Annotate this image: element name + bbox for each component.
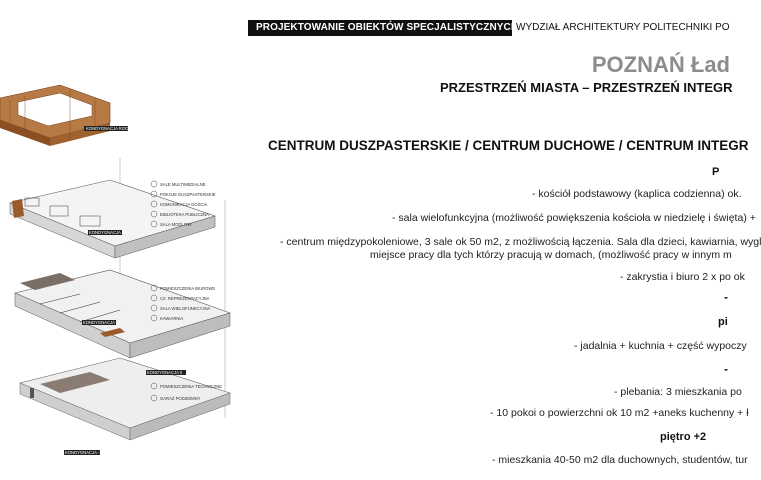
label-l0: KONDYGNACJA 0	[147, 370, 183, 375]
level-0	[15, 270, 230, 358]
legend-item: KOMUNIKACJA GOŚCIA	[160, 202, 208, 207]
axonometric-diagram	[0, 88, 262, 480]
program-line: - sala wielofunkcyjna (możliwość powiększenia kościoła w niedzielę i święta) +	[392, 212, 756, 224]
course-title: PROJEKTOWANIE OBIEKTÓW SPECJALISTYCZNYCH	[248, 20, 512, 36]
legend-item: POMIESZCZENIA BIUROWE	[160, 286, 216, 291]
legend-item: SALE MULTIMEDIALNE	[160, 182, 206, 187]
subtitle: PRZESTRZEŃ MIASTA – PRZESTRZEŃ INTEGR	[440, 80, 733, 95]
label-roof: KONDYGNACJA ROOFTOP	[86, 126, 140, 131]
program-line: - plebania: 3 mieszkania po	[614, 386, 742, 398]
main-title: CENTRUM DUSZPASTERSKIE / CENTRUM DUCHOWE / CENTRUM INTEGR	[268, 138, 749, 153]
roof-frame	[0, 85, 110, 146]
legend-item: BIBLIOTEKA PUBLICZNA	[160, 212, 209, 217]
program-line: miejsce pracy dla tych którzy pracują w domach, (możliwość pracy w innym m	[370, 249, 732, 261]
floor-heading: pi	[718, 316, 728, 328]
program-line: - centrum międzypokoleniowe, 3 sale ok 50 m2, z możliwością łączenia. Sala dla dzieci, kawiarnia, wygl	[280, 236, 761, 248]
legend-item: KAWIARNIA	[160, 316, 184, 321]
legend-item: SALA MODLITW	[160, 222, 192, 227]
legend-item: POKOJE DUSZPASTERSKIE	[160, 192, 216, 197]
program-dash: -	[724, 362, 728, 376]
legend-item: GARAŻ PODZIEMNY	[160, 396, 201, 401]
program-line: - zakrystia i biuro 2 x po ok	[620, 271, 745, 283]
program-marker: P	[712, 166, 720, 178]
program-line: - kościół podstawowy (kaplica codzienna) ok.	[532, 188, 742, 200]
program-line: - jadalnia + kuchnia + część wypoczy	[574, 340, 747, 352]
label-lm1: KONDYGNACJA -1	[65, 450, 102, 455]
program-dash: -	[724, 290, 728, 304]
legend-item: POMIESZCZENIA TECHNICZNE	[160, 384, 223, 389]
label-l1: KONDYGNACJA +1	[83, 320, 121, 325]
header-bar	[0, 16, 730, 40]
city-title: POZNAŃ Ład	[591, 52, 730, 77]
legend-item: SALA WIELOFUNKCYJNA	[160, 306, 211, 311]
program-line: - 10 pokoi o powierzchni ok 10 m2 +aneks kuchenny + ł	[490, 407, 749, 419]
department-title: WYDZIAŁ ARCHITEKTURY POLITECHNIKI PO	[516, 22, 730, 33]
legend-item: CZ. REPREZENTACYJNA	[160, 296, 210, 301]
program-line: - mieszkania 40-50 m2 dla duchownych, studentów, tur	[492, 454, 748, 466]
label-l2: KONDYGNACJA +2	[89, 230, 127, 235]
floor-heading: piętro +2	[660, 431, 707, 443]
